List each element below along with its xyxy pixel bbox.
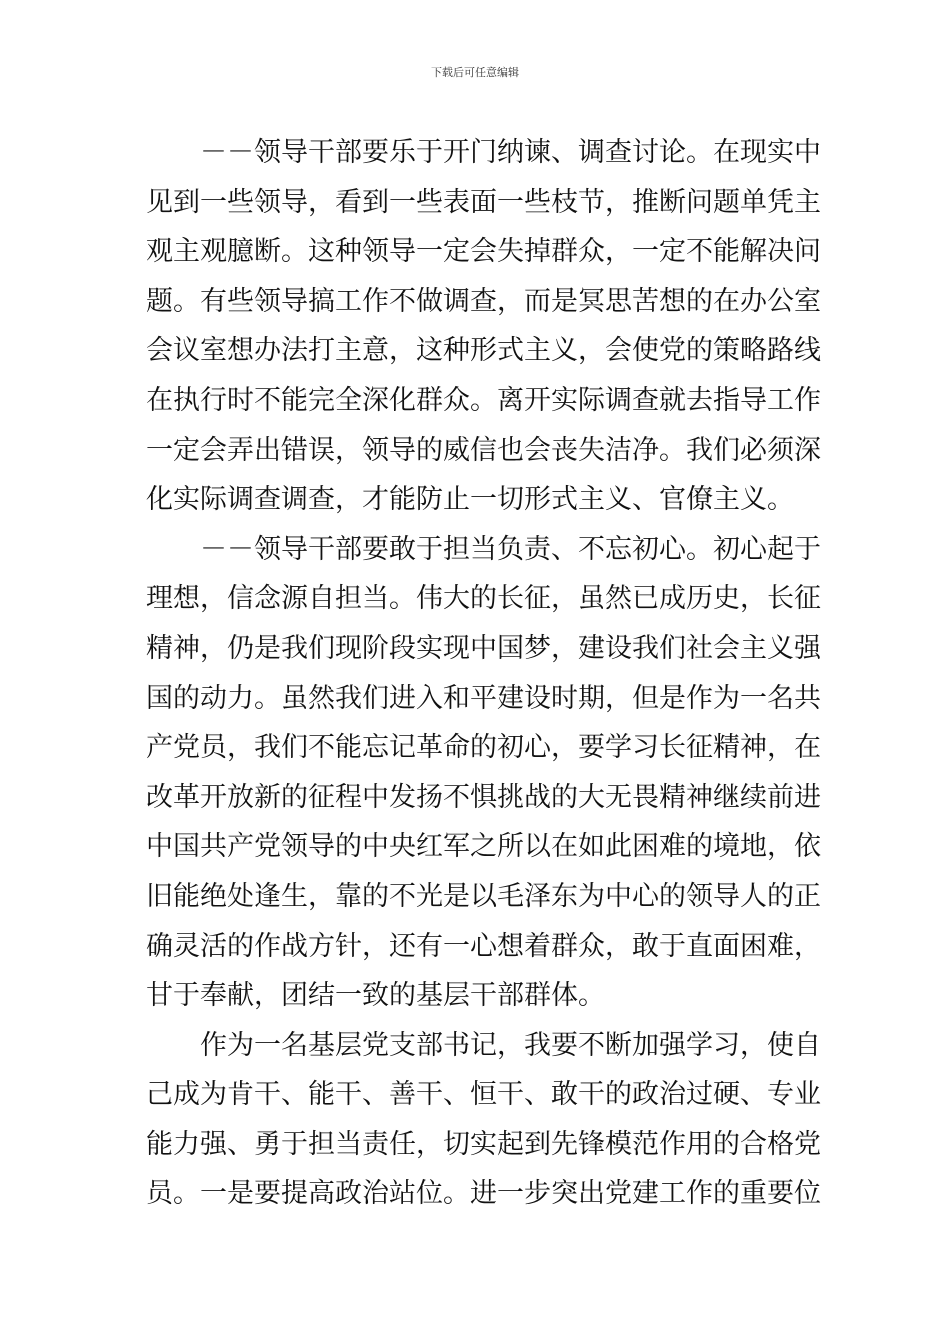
text-line: 题。有些领导搞工作不做调查，而是冥思苦想的在办公室 xyxy=(146,285,821,317)
text-line: 能力强、勇于担当责任，切实起到先锋模范作用的合格党 xyxy=(146,1128,821,1160)
text-line: 观主观臆断。这种领导一定会失掉群众，一定不能解决问 xyxy=(146,236,821,268)
text-line: 己成为肯干、能干、善干、恒干、敢干的政治过硬、专业 xyxy=(146,1079,821,1111)
paragraph xyxy=(146,128,821,525)
text-line: 员。一是要提高政治站位。进一步突出党建工作的重要位 xyxy=(146,1178,821,1210)
text-line: 见到一些领导，看到一些表面一些枝节，推断问题单凭主 xyxy=(146,186,821,218)
page-header: 下载后可任意编辑 xyxy=(431,66,519,79)
text-line: 一定会弄出错误，领导的威信也会丧失洁净。我们必须深 xyxy=(146,434,821,466)
text-line: 中国共产党领导的中央红军之所以在如此困难的境地，依 xyxy=(146,831,821,863)
paragraph xyxy=(146,525,821,1021)
text-line: 精神，仍是我们现阶段实现中国梦，建设我们社会主义强 xyxy=(146,632,821,664)
paragraph xyxy=(146,1021,821,1219)
text-line: 会议室想办法打主意，这种形式主义，会使党的策略路线 xyxy=(146,335,821,367)
text-line: 理想，信念源自担当。伟大的长征，虽然已成历史，长征 xyxy=(146,583,821,615)
text-line: 国的动力。虽然我们进入和平建设时期，但是作为一名共 xyxy=(146,682,821,714)
text-line: 产党员，我们不能忘记革命的初心，要学习长征精神，在 xyxy=(146,732,821,764)
text-line: 改革开放新的征程中发扬不惧挑战的大无畏精神继续前进 xyxy=(146,781,821,813)
text-line: 甘于奉献，团结一致的基层干部群体。 xyxy=(146,980,605,1012)
text-line: －－领导干部要敢于担当负责、不忘初心。初心起于 xyxy=(200,533,821,565)
text-line: 确灵活的作战方针，还有一心想着群众，敢于直面困难， xyxy=(146,930,821,962)
document-body xyxy=(146,128,821,1219)
text-line: 化实际调查调查，才能防止一切形式主义、官僚主义。 xyxy=(146,484,794,516)
text-line: 作为一名基层党支部书记，我要不断加强学习，使自 xyxy=(200,1029,821,1061)
text-line: －－领导干部要乐于开门纳谏、调查讨论。在现实中 xyxy=(200,137,821,168)
text-line: 在执行时不能完全深化群众。离开实际调查就去指导工作 xyxy=(146,384,821,416)
text-line: 旧能绝处逢生，靠的不光是以毛泽东为中心的领导人的正 xyxy=(146,880,821,912)
